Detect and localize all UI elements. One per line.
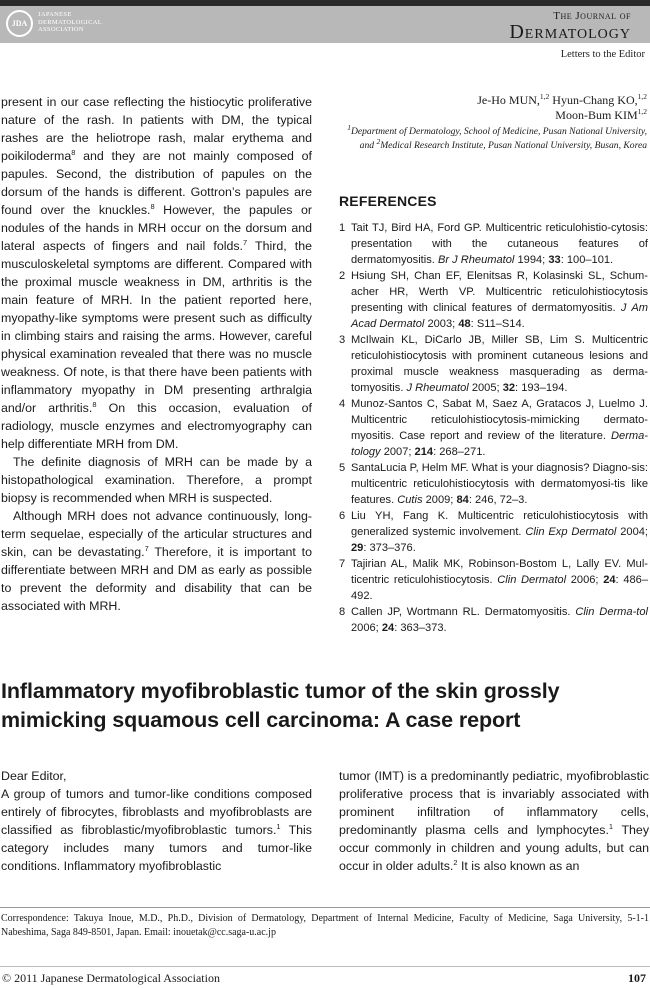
citation-marker: 8 [71,147,76,157]
page-number: 107 [628,971,646,985]
letter-body-left-column [1,93,312,615]
reference-text: Tait TJ, Bird HA, Ford GP. Multicentric reticulohistio-cytosis: presentation with the cutaneous features of dermatomyositis. Br J Rheumatol 1994; 33: 100–101. [351,222,648,266]
logo-line: ASSOCIATION [38,26,84,33]
logo-line: JAPANESE [38,11,72,18]
reference-number: 1 [339,222,346,234]
affiliation-line: $^1$Department of Dermatology, School of Medicine, Pusan National University, [347,122,647,137]
reference-item [339,556,648,604]
body-paragraph: present in our case reflecting the histiocytic proliferative nature of the rash. In patients with DM, the typical rashes are the heliotrope rash, malar erythema and poikiloderma$^8$ and they are not mainly composed of papules. Second, the distribution of papules on the dorsum of the hands is different. Gottron’s papules are found over the knuckles.$^8$ However, the papules or nodules of the hands in MRH occur on the dorsum and lateral aspects of fingers and nail folds.$^7$ Third, the musculoskeletal symptoms are different. Compared with the proximal muscle weakness in DM, arthritis is the main feature of MRH. In the patient reported here, myopathy-like symptoms were present such as difficulty in climbing stairs and raising the arms. However, careful physical examination revealed that there was no muscle weakness. Of note, is that there have been patients with inflammatory myopathy in DM presenting arthralgia and/or arthritis.$^8$ On this occasion, evaluation of radiology, muscle enzymes and electromyography can help differentiate MRH from DM. [1,95,312,451]
body-paragraph: The definite diagnosis of MRH can be made by a histopathological examination. Therefore, a prompt biopsy is recommended when MRH is suspected. [1,455,312,505]
reference-item [339,460,648,508]
reference-number: 2 [339,270,346,282]
reference-text: SantaLucia P, Helm MF. What is your diagnosis? Diagno-sis: multicentric reticulohistiocytosis with dermatomyosi-tis like features. Cutis 2009; 84: 246, 72–3. [351,462,648,506]
author-line: Je-Ho MUN,$^{1,2}$ Hyun-Chang KO,$^{1,2}$ [477,92,647,107]
reference-text: Callen JP, Wortmann RL. Dermatomyositis. Clin Derma-tol 2006; 24: 363–373. [351,606,649,634]
footer-rule [0,966,650,967]
citation-marker: 1,2 [539,92,550,101]
body-paragraph: tumor (IMT) is a predominantly pediatric, myofibroblastic proliferative process that is invariably associated with prominent infiltration of inflammatory cells, predominantly plasma cells and lymphocytes.$^1$ They occur commonly in children and young adults, but can occur in older adults.$^2$ It is also known as an [339,769,650,873]
jda-logo-text [38,11,102,34]
reference-number: 8 [339,606,346,618]
correspondence-note: Correspondence: Takuya Inoue, M.D., Ph.D., Division of Dermatology, Department of Internal Medicine, Faculty of Medicine, Saga University, 5-1-1 Nabeshima, Saga 849-8501, Japan. Email: inouetak@cc.saga-u.ac.jp [1,913,649,938]
reference-item [339,268,648,332]
article-body-right-column [339,767,649,875]
citation-marker: 1,2 [637,107,647,116]
reference-number: 4 [339,398,346,410]
citation-marker: 8 [150,201,155,211]
reference-number: 5 [339,462,346,474]
reference-item [339,508,648,556]
reference-text: Munoz-Santos C, Sabat M, Saez A, Gratacos J, Luelmo J. Multicentric reticulohistiocytosis-mimicking dermato-myositis. Case report and review of the literature. Derma-tology 2007; 214: 268–271. [351,398,648,458]
affiliation-line: and $^2$Medical Research Institute, Pusan National University, Busan, Korea [359,136,647,151]
citation-marker: 1,2 [637,92,647,101]
citation-marker: 7 [144,543,149,553]
citation-marker: 2 [376,136,381,146]
journal-name-small: The Journal of [553,10,631,22]
section-label: Letters to the Editor [560,49,645,60]
reference-number: 7 [339,558,346,570]
reference-list [339,220,648,636]
citation-marker: 7 [243,237,248,247]
article-body-left-column [1,767,312,875]
citation-marker: 8 [92,399,97,409]
header-top-stripe [0,0,650,6]
copyright-notice: © 2011 Japanese Dermatological Association [2,971,220,985]
reference-text: Tajirian AL, Malik MK, Robinson-Bostom L, Lally EV. Mul-ticentric reticulohistiocytosis. Clin Dermatol 2006; 24: 486–492. [351,558,648,602]
jda-logo [6,10,33,37]
references-heading: REFERENCES [339,193,437,209]
logo-abbrev: JDA [11,19,28,28]
reference-item [339,396,648,460]
salutation: Dear Editor, [1,769,67,783]
author-affiliations [317,122,647,153]
body-paragraph: A group of tumors and tumor-like conditions composed entirely of fibrocytes, fibroblasts and myofibroblasts are classified as fibroblastic/myofibroblastic tumors.$^1$ This category includes many tumors and tumor-like conditions. Inflammatory myofibroblastic [1,787,312,873]
body-paragraph: Although MRH does not advance continuously, long-term sequelae, especially of the articular structures and skin, can be devastating.$^7$ Therefore, it is important to differentiate between MRH and DM as early as possible to prevent the deformity and disability that can be associated with MRH. [1,509,312,613]
reference-text: Liu YH, Fang K. Multicentric reticulohistiocytosis with generalized systemic involvement. Clin Exp Dermatol 2004; 29: 373–376. [351,510,648,554]
reference-item [339,220,648,268]
citation-marker: 1 [276,821,281,831]
citation-marker: 2 [453,857,458,867]
reference-number: 6 [339,510,346,522]
author-list [477,93,647,123]
journal-name: Dermatology [509,21,631,43]
logo-line: DERMATOLOGICAL [38,18,103,26]
reference-item [339,332,648,396]
author-line: Moon-Bum KIM$^{1,2}$ [555,107,647,122]
citation-marker: 1 [347,122,351,132]
reference-number: 3 [339,334,346,346]
footnote-rule [0,907,650,908]
reference-item [339,604,648,636]
reference-text: McIlwain KL, DiCarlo JB, Miller SB, Lim S. Multicentric reticulohistiocytosis with prominent cutaneous lesions and proximal muscle weakness masquerading as derma-tomyositis. J Rheumatol 2005; 32: 193–194. [351,334,648,394]
reference-text: Hsiung SH, Chan EF, Elenitsas R, Kolasinski SL, Schum-acher HR, Werth VP. Multicentric reticulohistiocytosis presenting with clinical features of dermatomyositis. J Am Acad Dermatol 2003; 48: S11–S14. [351,270,648,330]
article-title: Inflammatory myofibroblastic tumor of the skin grossly mimicking squamous cell carcinoma: A case report [1,679,560,732]
citation-marker: 1 [608,821,614,831]
